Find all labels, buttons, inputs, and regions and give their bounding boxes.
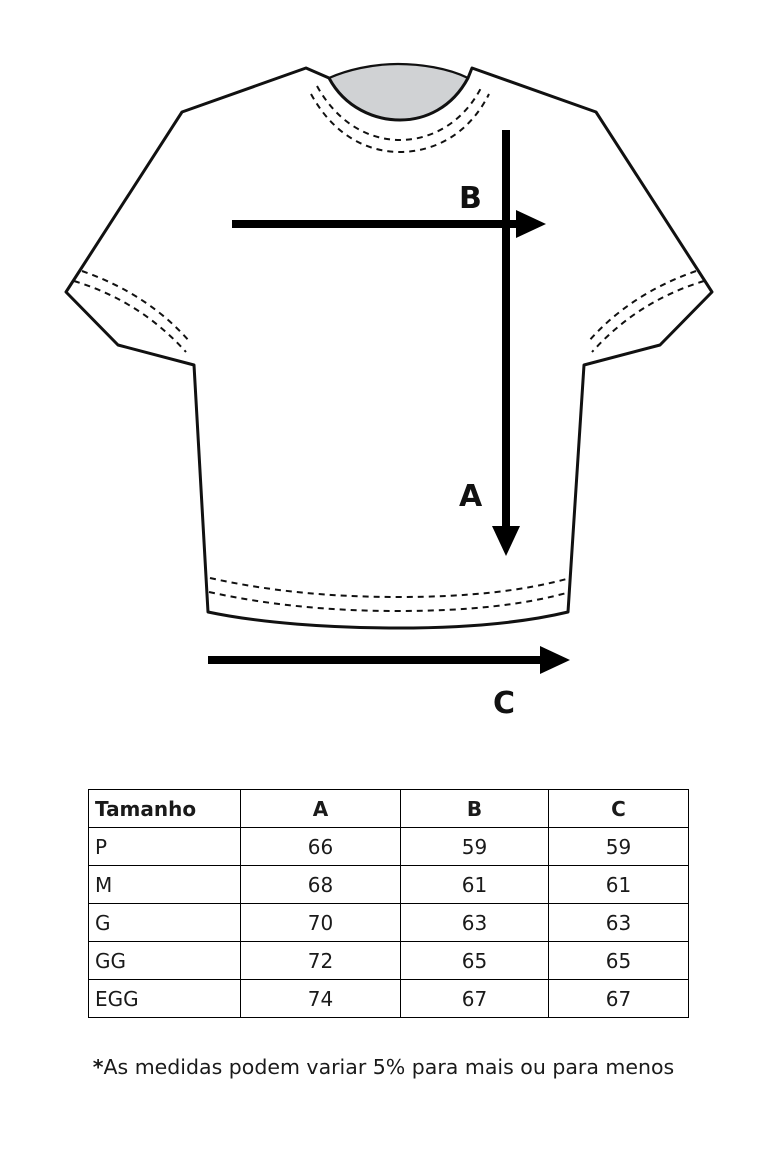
cell-size: P	[89, 828, 241, 866]
cell-size: GG	[89, 942, 241, 980]
cell-b: 63	[401, 904, 549, 942]
cell-b: 65	[401, 942, 549, 980]
cell-c: 61	[549, 866, 689, 904]
label-a: A	[459, 479, 483, 514]
arrow-c	[208, 646, 570, 674]
cell-c: 63	[549, 904, 689, 942]
cell-b: 61	[401, 866, 549, 904]
table-row	[89, 942, 689, 980]
label-b: B	[459, 181, 482, 216]
label-c: C	[493, 686, 516, 721]
cell-a: 68	[241, 866, 401, 904]
cell-size: EGG	[89, 980, 241, 1018]
cell-c: 59	[549, 828, 689, 866]
table-row	[89, 980, 689, 1018]
cell-c: 65	[549, 942, 689, 980]
cell-b: 67	[401, 980, 549, 1018]
disclaimer-text: As medidas podem variar 5% para mais ou para menos	[103, 1055, 675, 1079]
table-row	[89, 904, 689, 942]
header-b: B	[401, 790, 549, 828]
table-row	[89, 866, 689, 904]
disclaimer-asterisk: *	[92, 1055, 104, 1079]
measurement-disclaimer	[0, 1055, 767, 1079]
cell-size: M	[89, 866, 241, 904]
header-tamanho: Tamanho	[89, 790, 241, 828]
cell-a: 70	[241, 904, 401, 942]
header-c: C	[549, 790, 689, 828]
cell-size: G	[89, 904, 241, 942]
cell-a: 66	[241, 828, 401, 866]
cell-b: 59	[401, 828, 549, 866]
table-row	[89, 828, 689, 866]
table-header-row	[89, 790, 689, 828]
size-table-container	[88, 789, 688, 1018]
cell-c: 67	[549, 980, 689, 1018]
cell-a: 72	[241, 942, 401, 980]
header-a: A	[241, 790, 401, 828]
size-table	[88, 789, 689, 1018]
cell-a: 74	[241, 980, 401, 1018]
